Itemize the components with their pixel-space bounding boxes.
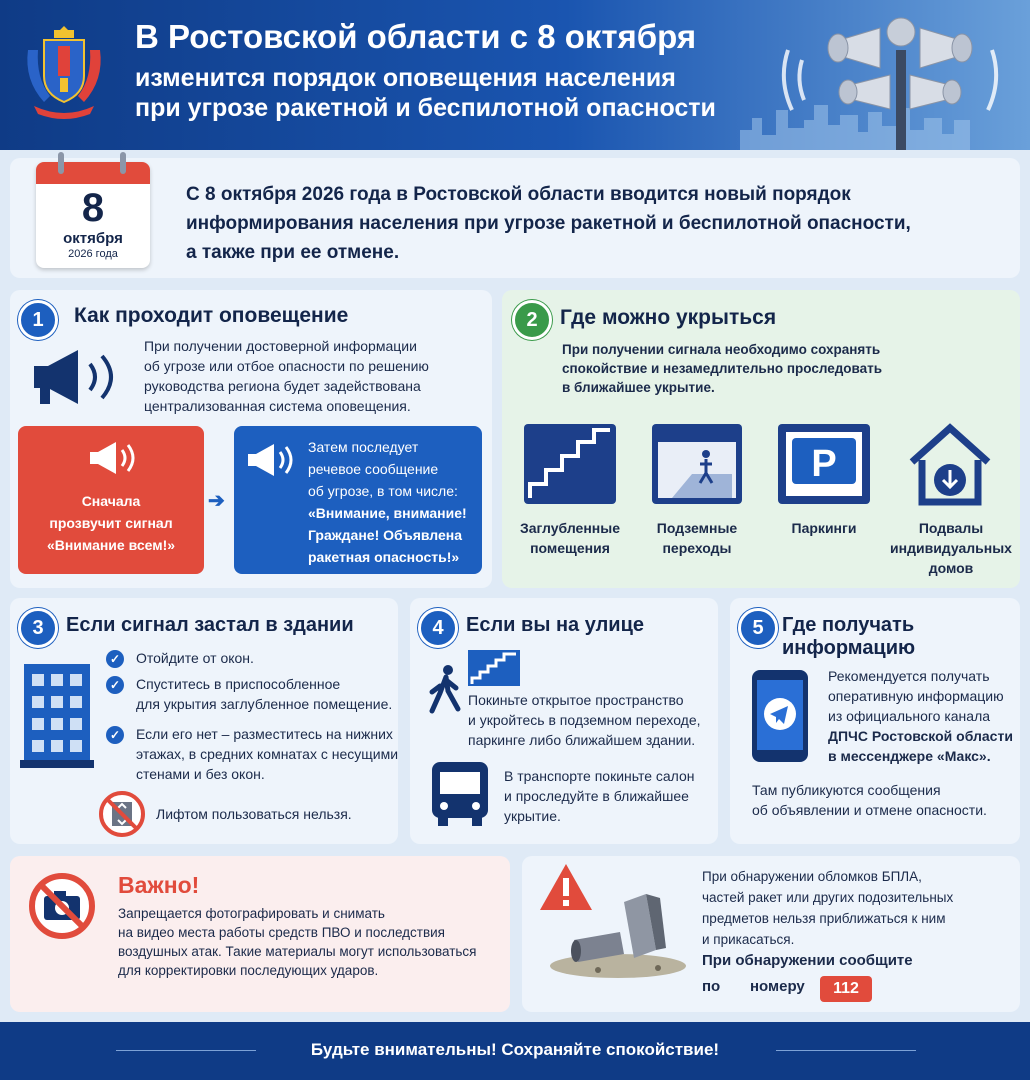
text-line: Запрещается фотографировать и снимать (118, 906, 385, 921)
text-line: Спуститесь в приспособленное (136, 676, 341, 692)
text-line: Заглубленные (520, 520, 620, 536)
no-elevator-icon (98, 790, 146, 838)
text-line: и проследуйте в ближайшее (504, 788, 689, 804)
loudspeaker-mast-icon (780, 10, 1000, 150)
text-line: «Внимание, внимание! (308, 505, 467, 521)
text-line: индивидуальных (890, 540, 1012, 556)
first-signal-box (18, 426, 204, 574)
check-icon: ✓ (106, 676, 124, 694)
text-line: Покиньте открытое пространство (468, 692, 684, 708)
text-line: При обнаружении обломков БПЛА, (702, 869, 922, 884)
intro-text (186, 180, 911, 267)
section-alert-text (144, 336, 429, 416)
section-number: 3 (18, 608, 58, 648)
text-line: Подземные (656, 520, 738, 536)
report-nomeru: номеру (750, 978, 805, 995)
walking-person-icon (426, 664, 466, 714)
check-icon: ✓ (106, 726, 124, 744)
text-line: Рекомендуется получать (828, 668, 990, 684)
megaphone-icon (88, 438, 136, 478)
header-subtitle-line2: при угрозе ракетной и беспилотной опасности (135, 94, 716, 122)
check-icon: ✓ (106, 650, 124, 668)
text-line: об угрозе или отбое опасности по решению (144, 358, 429, 374)
text-line: При получении сигнала необходимо сохранять (562, 342, 881, 357)
text-line: Сначала (81, 493, 141, 509)
building-icon (20, 660, 94, 768)
text-line: из официального канала (828, 708, 991, 724)
calendar-year: 2026 года (68, 248, 118, 260)
text-line: руководства региона будет задействована (144, 378, 421, 394)
section-number: 5 (738, 608, 778, 648)
report-po: по (702, 978, 721, 995)
text-line: спокойствие и незамедлительно проследовать (562, 361, 883, 376)
text-line: и укройтесь в подземном переходе, (468, 712, 701, 728)
text-line: переходы (662, 540, 732, 556)
coat-of-arms-icon (20, 20, 108, 120)
transport-text (504, 766, 695, 826)
text-line: в мессенджере «Макс». (828, 748, 991, 764)
shelter-label (890, 518, 1012, 578)
text-line: При получении достоверной информации (144, 338, 417, 354)
text-line: помещения (530, 540, 610, 556)
section-number: 1 (18, 300, 58, 340)
report-line: При обнаружении сообщите (702, 952, 913, 969)
smartphone-icon (750, 668, 810, 764)
text-line: оперативную информацию (828, 688, 1004, 704)
text-line: и прикасаться. (702, 932, 795, 947)
section-title: Как проходит оповещение (74, 304, 349, 327)
text-line: предметов нельзя приближаться к ним (702, 911, 946, 926)
building-step (136, 674, 392, 714)
text-line: Граждане! Объявлена (308, 527, 463, 543)
footer-slogan: Будьте внимательны! Сохраняйте спокойствие! (310, 1040, 720, 1059)
text-line: ДПЧС Ростовской области (828, 728, 1013, 744)
shelter-label (768, 518, 880, 538)
text-line: Подвалы (918, 520, 984, 536)
underpass-icon (652, 424, 742, 504)
info-text (828, 666, 1013, 766)
text-line: Паркинги (791, 520, 857, 536)
section-title: Где можно укрыться (560, 306, 777, 329)
building-step (136, 648, 254, 668)
underpass-entrance-icon (468, 650, 520, 686)
text-line: укрытие. (504, 808, 561, 824)
text-line: паркинге либо ближайшем здании. (468, 732, 696, 748)
header-title: В Ростовской области с 8 октября (135, 18, 697, 55)
arrow-right-icon: ➔ (208, 490, 225, 512)
text-line: домов (928, 560, 974, 576)
calendar-ring (58, 152, 64, 174)
shelter-label (641, 518, 753, 558)
header-subtitle-line1: изменится порядок оповещения населения (135, 64, 676, 92)
footer-banner (0, 1022, 1030, 1080)
text-line: этажах, в средних комнатах с несущими (136, 746, 399, 762)
important-text (118, 904, 477, 980)
bus-icon (430, 760, 490, 828)
street-text (468, 690, 701, 750)
svg-text:P: P (811, 443, 837, 485)
intro-line: информирования населения при угрозе ракетной и беспилотной опасности, (186, 213, 911, 234)
parking-icon (778, 424, 870, 504)
megaphone-icon (246, 440, 298, 480)
building-step (136, 724, 398, 784)
drone-debris-icon (538, 862, 688, 982)
important-title: Важно! (118, 872, 200, 898)
shelter-label (514, 518, 626, 558)
text-line: Отойдите от окон. (136, 650, 254, 666)
no-photo-icon (28, 872, 96, 940)
section-title: Если сигнал застал в здании (66, 614, 354, 636)
text-line: воздушных атак. Такие материалы могут использоваться (118, 944, 477, 959)
calendar-icon (36, 162, 150, 268)
calendar-ring (120, 152, 126, 174)
text-line: частей ракет или других подозительных (702, 890, 954, 905)
text-line: Затем последует (308, 439, 419, 455)
stairs-icon (524, 424, 616, 504)
text-line: для укрытия заглубленное помещение. (136, 696, 393, 712)
second-signal-box (234, 426, 482, 574)
text-line: Если его нет – разместитесь на нижних (136, 726, 393, 742)
calendar-day: 8 (81, 186, 105, 230)
section-shelter-text (562, 340, 882, 397)
debris-text (702, 866, 953, 950)
text-line: в ближайшее укрытие. (562, 380, 715, 395)
house-basement-icon (906, 422, 994, 506)
section-number: 2 (512, 300, 552, 340)
text-line: об угрозе, в том числе: (308, 483, 458, 499)
text-line: Там публикуются сообщения (752, 782, 941, 798)
intro-line: а также при ее отмене. (186, 242, 400, 263)
text-line: ракетная опасность!» (308, 549, 460, 565)
text-line: централизованная система оповещения. (144, 398, 411, 414)
text-line: В транспорте покиньте салон (504, 768, 695, 784)
elevator-note: Лифтом пользоваться нельзя. (156, 806, 352, 822)
emergency-number-badge: 112 (820, 976, 872, 1002)
text-line: «Внимание всем!» (46, 537, 176, 553)
text-line: речевое сообщение (308, 461, 439, 477)
section-number: 4 (418, 608, 458, 648)
text-line: на видео места работы средств ПВО и последствия (118, 925, 445, 940)
text-line: прозвучит сигнал (49, 515, 173, 531)
text-line: стенами и без окон. (136, 766, 265, 782)
text-line: об объявлении и отмене опасности. (752, 802, 987, 818)
text-line: для корректировки последующих ударов. (118, 963, 379, 978)
intro-line: С 8 октября 2026 года в Ростовской области вводится новый порядок (186, 184, 851, 205)
calendar-month: октября (63, 230, 123, 247)
megaphone-icon (30, 346, 126, 408)
section-title: Где получать информацию (782, 614, 916, 659)
section-title: Если вы на улице (466, 614, 644, 636)
info-note (752, 780, 987, 820)
